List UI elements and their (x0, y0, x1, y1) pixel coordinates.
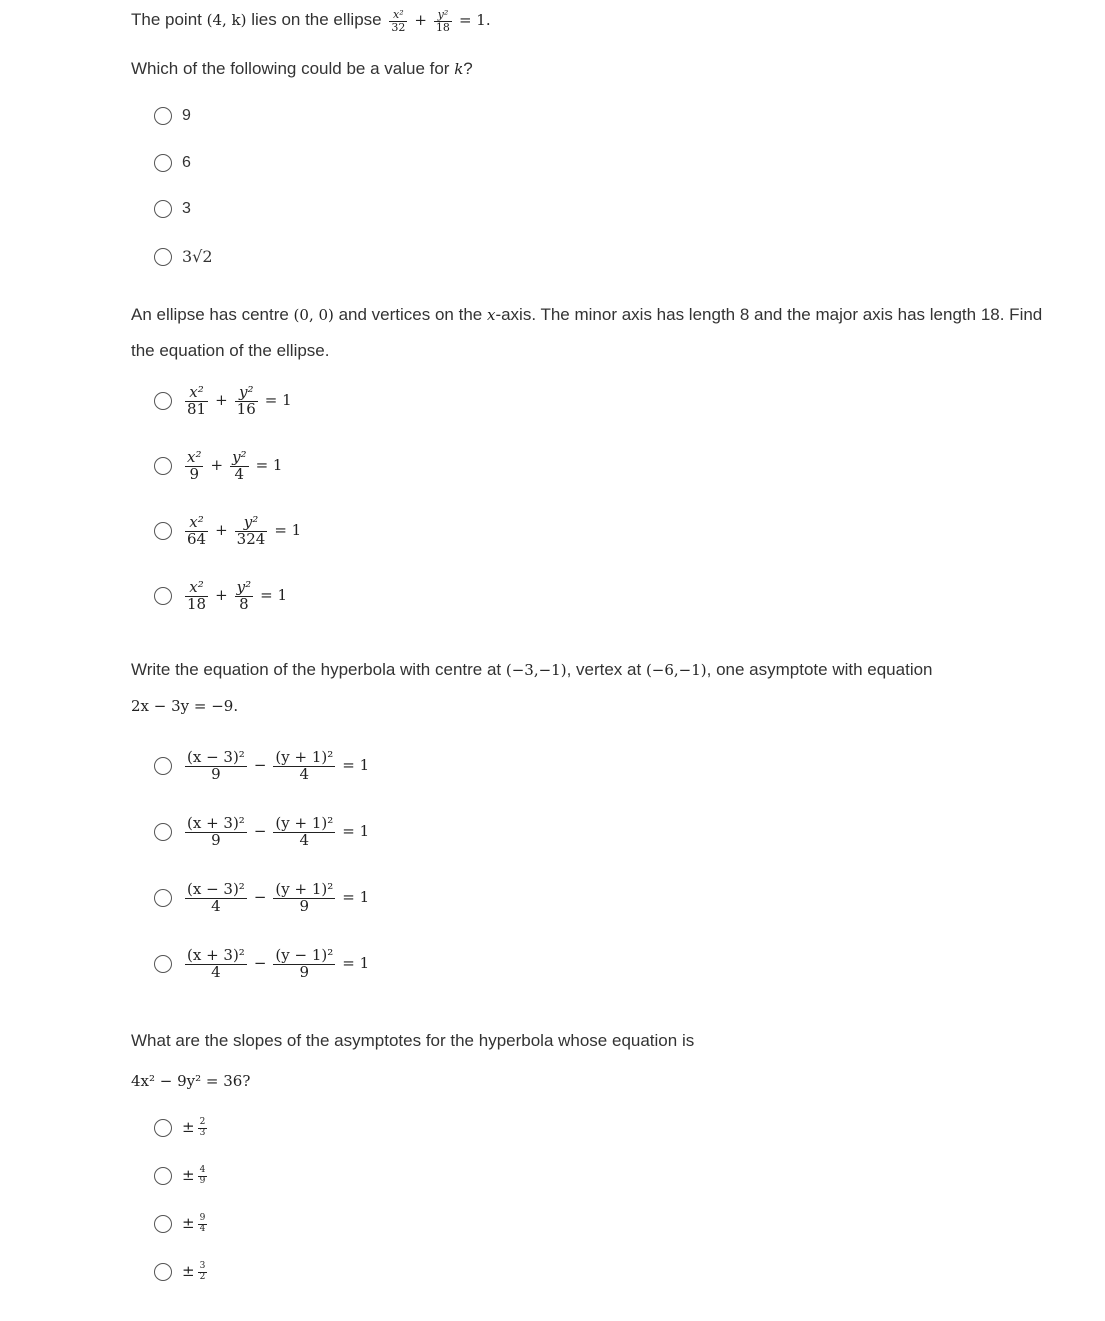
radio-button[interactable] (154, 587, 172, 605)
question-2 (131, 297, 1051, 613)
question-1-stem (131, 2, 491, 38)
fraction-numerator: (x − 3)² (187, 748, 245, 766)
fraction-numerator: (x + 3)² (187, 946, 245, 964)
q3-option-4[interactable] (154, 948, 369, 981)
radio-button[interactable] (154, 1167, 172, 1185)
q2-option-1[interactable] (154, 385, 292, 418)
fraction-numerator: y² (434, 9, 452, 22)
option-slope (182, 1262, 210, 1282)
radio-button[interactable] (154, 200, 172, 218)
fraction-denominator: 2 (199, 1271, 206, 1282)
q4-option-2[interactable] (154, 1166, 210, 1186)
fraction-numerator: (x + 3)² (187, 814, 245, 832)
q3-option-2[interactable] (154, 816, 369, 849)
fraction-denominator: 8 (239, 594, 249, 613)
stem-text: What are the slopes of the asymptotes for the hyperbola whose equation is (131, 1031, 695, 1050)
q4-option-4[interactable] (154, 1262, 210, 1282)
fraction-numerator: x² (185, 385, 208, 402)
fraction-numerator: (y + 1)² (275, 814, 334, 832)
radio-button[interactable] (154, 392, 172, 410)
question-1-prompt (131, 51, 473, 87)
prompt-text: Which of the following could be a value for (131, 59, 455, 78)
fraction-denominator: 4 (299, 830, 310, 849)
prompt-end: ? (463, 59, 473, 78)
q4-option-1[interactable] (154, 1118, 210, 1138)
equation-rhs: = 1 (274, 521, 302, 540)
stem-text: Write the equation of the hyperbola with centre at (131, 660, 506, 679)
equation-rhs: = 1 (342, 954, 370, 973)
fraction-denominator: 9 (199, 1175, 206, 1186)
fraction-denominator: 9 (211, 830, 221, 849)
stem-text: The point (131, 10, 207, 29)
radio-button[interactable] (154, 107, 172, 125)
fraction-denominator: 16 (236, 399, 256, 418)
q1-option-3[interactable] (154, 200, 191, 218)
fraction-denominator: 324 (236, 529, 266, 548)
fraction-denominator: 4 (211, 962, 221, 981)
fraction-denominator: 18 (187, 594, 207, 613)
option-label: 9 (182, 107, 191, 124)
stem-math-centre: (0, 0) (293, 306, 334, 324)
fraction-denominator: 9 (299, 896, 310, 915)
stem-text: An ellipse has centre (131, 305, 294, 324)
radio-button[interactable] (154, 457, 172, 475)
radio-button[interactable] (154, 1215, 172, 1233)
q2-option-3[interactable] (154, 515, 301, 548)
radio-button[interactable] (154, 955, 172, 973)
option-slope (182, 1118, 210, 1138)
plus-minus-sign: ± (182, 1166, 195, 1184)
plus-minus-sign: ± (182, 1118, 195, 1136)
option-label: 3√2 (182, 247, 213, 266)
fraction-denominator: 4 (211, 896, 221, 915)
fraction-denominator: 9 (211, 764, 221, 783)
fraction-denominator: 9 (189, 464, 200, 483)
option-equation: $\frac{\text{x²}}{9}$ + $\frac{\text{y²}}{4}$ = 1 (187, 448, 283, 483)
fraction-numerator: 9 (199, 1213, 206, 1224)
radio-button[interactable] (154, 522, 172, 540)
stem-text: -axis. The minor axis has length 8 and the major axis has length 18. Find the equation of the ellipse. (131, 305, 1043, 360)
equation-rhs: = 1 (342, 822, 370, 841)
option-equation: $\frac{\text{x²}}{18}$ + $\frac{\text{y²}}{8}$ = 1 (187, 578, 288, 613)
fraction-numerator: x² (389, 9, 407, 22)
equation-rhs: = 1 (255, 456, 283, 475)
stem-math-point: (4, k) (206, 11, 247, 29)
radio-button[interactable] (154, 1263, 172, 1281)
fraction-numerator: (x − 3)² (187, 880, 245, 898)
fraction-numerator: y² (236, 578, 252, 596)
q2-option-4[interactable] (154, 580, 287, 613)
fraction-numerator: y² (235, 515, 268, 532)
radio-button[interactable] (154, 823, 172, 841)
option-slope (182, 1166, 210, 1186)
equation-rhs: = 1 (260, 586, 288, 605)
equation-rhs: = 1 (264, 391, 292, 410)
q3-option-1[interactable] (154, 750, 369, 783)
stem-math-centre: (−3,−1) (505, 661, 567, 679)
option-equation: $\frac{\text{(x − 3)²}}{9}$ − $\frac{\text{(y + 1)²}}{4}$ = 1 (187, 748, 370, 783)
fraction-denominator: 18 (435, 20, 450, 34)
equation-rhs: = 1 (342, 888, 370, 907)
fraction-numerator: y² (232, 448, 247, 466)
question-3 (131, 652, 1051, 981)
equation-rhs: = 1. (458, 11, 491, 29)
fraction-numerator: 4 (199, 1165, 206, 1176)
q3-option-3[interactable] (154, 882, 369, 915)
radio-button[interactable] (154, 757, 172, 775)
q4-option-3[interactable] (154, 1214, 210, 1234)
fraction-numerator: x² (185, 515, 208, 532)
fraction-numerator: 2 (199, 1117, 206, 1128)
stem-math-axis: x (486, 306, 496, 324)
option-label: 3 (182, 200, 191, 217)
fraction-numerator: x² (185, 580, 208, 597)
question-2-stem (131, 297, 1051, 368)
prompt-variable: k (454, 60, 464, 78)
equation-rhs: = 1 (342, 756, 370, 775)
stem-math-vertex: (−6,−1) (645, 661, 707, 679)
plus-minus-sign: ± (182, 1262, 195, 1280)
fraction-denominator: 81 (187, 399, 207, 418)
fraction-numerator: y² (235, 385, 258, 402)
radio-button[interactable] (154, 248, 172, 266)
option-equation: $\frac{\text{x²}}{81}$ + $\frac{\text{y²}}{16}$ = 1 (187, 383, 292, 418)
fraction-numerator: x² (187, 448, 202, 466)
fraction-denominator: 4 (199, 1223, 206, 1234)
option-equation: $\frac{\text{(x + 3)²}}{9}$ − $\frac{\text{(y + 1)²}}{4}$ = 1 (187, 814, 370, 849)
option-slope (182, 1214, 210, 1234)
radio-button[interactable] (154, 154, 172, 172)
q1-option-1[interactable] (154, 107, 191, 125)
fraction-numerator: (y + 1)² (275, 748, 334, 766)
option-label: 6 (182, 154, 191, 171)
plus-minus-sign: ± (182, 1214, 195, 1232)
fraction-denominator: 32 (391, 20, 406, 34)
question-4-stem (131, 1021, 1051, 1101)
fraction-numerator: (y − 1)² (275, 946, 334, 964)
fraction-denominator: 64 (187, 529, 207, 548)
stem-text: lies on the ellipse (246, 10, 387, 29)
stem-math-equation: 4x² − 9y² = 36? (131, 1072, 251, 1090)
stem-math-asymptote: 2x − 3y = −9. (131, 697, 239, 715)
fraction-denominator: 3 (199, 1127, 206, 1138)
stem-text: and vertices on the (333, 305, 487, 324)
option-equation: $\frac{\text{x²}}{64}$ + $\frac{\text{y²}}{324}$ = 1 (187, 513, 302, 548)
q1-option-2[interactable] (154, 154, 191, 172)
radio-button[interactable] (154, 1119, 172, 1137)
radio-button[interactable] (154, 889, 172, 907)
question-4 (131, 1021, 1051, 1282)
fraction-numerator: 3 (199, 1261, 206, 1272)
q2-option-2[interactable] (154, 450, 282, 483)
q1-option-4[interactable] (154, 247, 213, 266)
question-3-stem (131, 652, 1051, 724)
stem-text: , one asymptote with equation (706, 660, 933, 679)
fraction-numerator: (y + 1)² (275, 880, 334, 898)
option-equation: $\frac{\text{(x − 3)²}}{4}$ − $\frac{\text{(y + 1)²}}{9}$ = 1 (187, 880, 370, 915)
fraction-denominator: 9 (299, 962, 310, 981)
stem-text: , vertex at (566, 660, 646, 679)
ellipse-equation: $\frac{\text{x²}}{32}$ + $\frac{\text{y²}}{18}$ = 1. (391, 7, 491, 34)
fraction-denominator: 4 (234, 464, 245, 483)
option-equation: $\frac{\text{(x + 3)²}}{4}$ − $\frac{\text{(y − 1)²}}{9}$ = 1 (187, 946, 370, 981)
fraction-denominator: 4 (299, 764, 310, 783)
